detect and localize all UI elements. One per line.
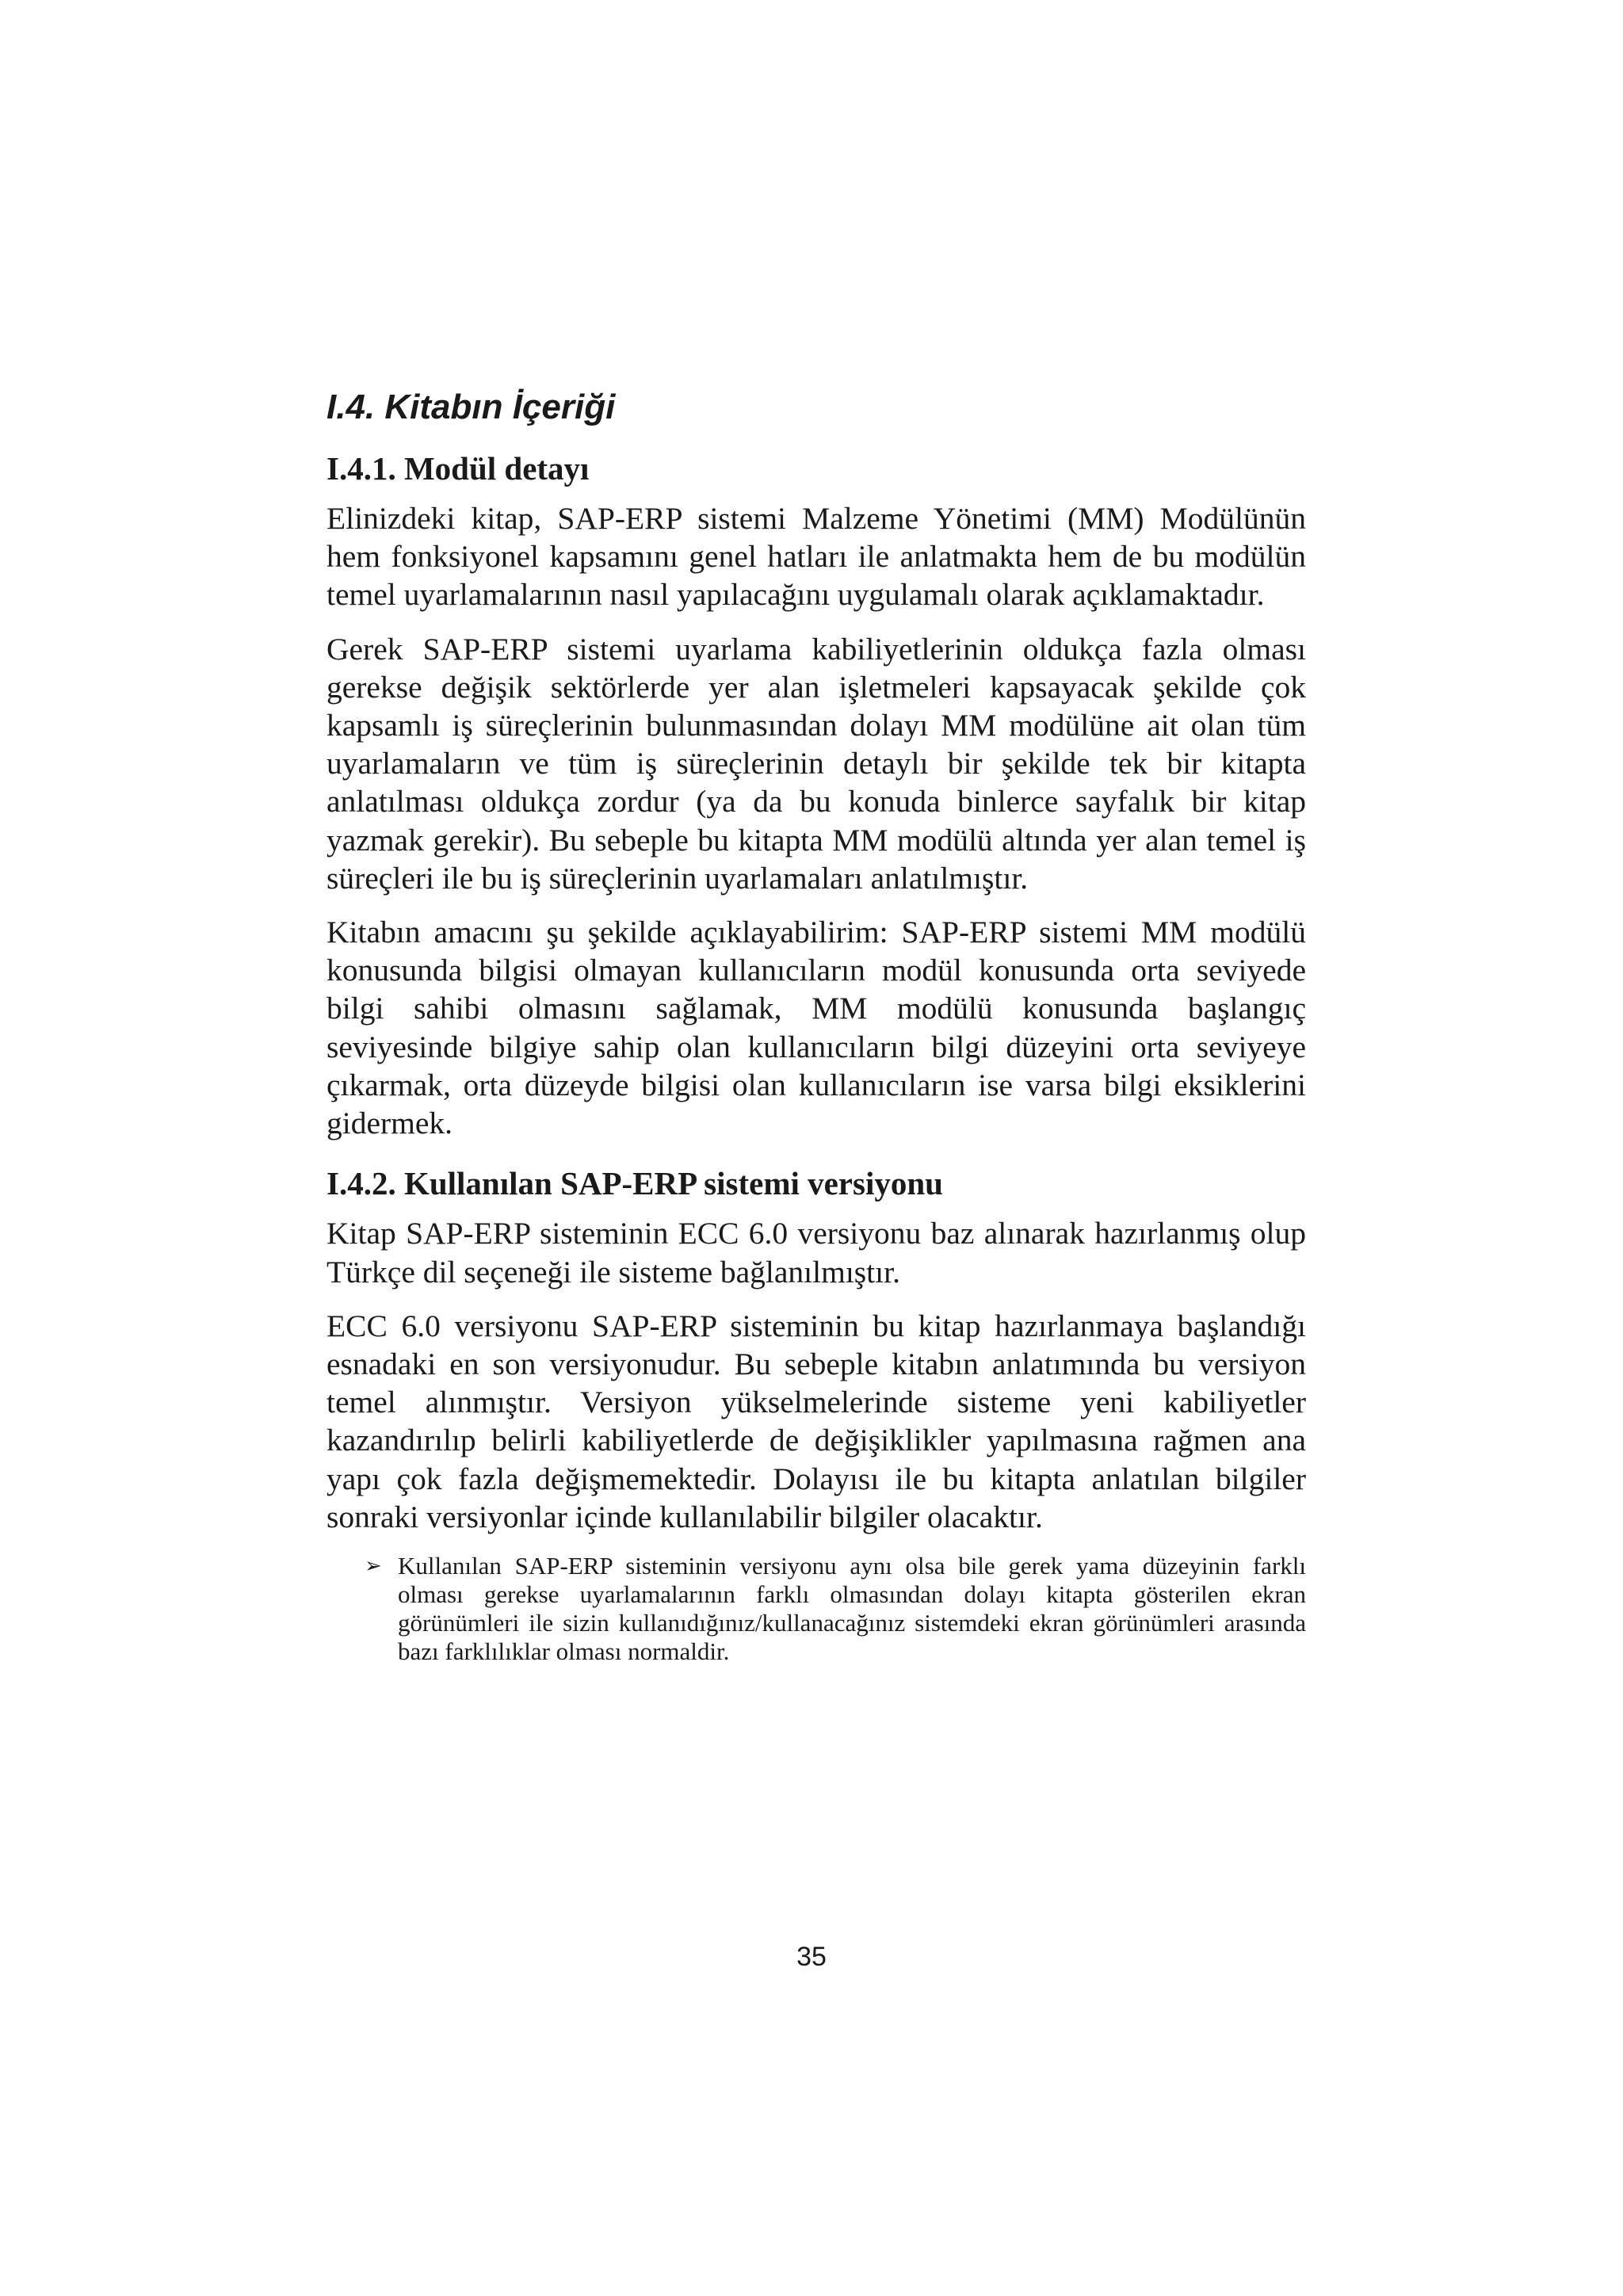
paragraph: Kitap SAP-ERP sisteminin ECC 6.0 versiyonu baz alınarak hazırlanmış olup Türkçe dil seçeneği ile sisteme bağlanılmıştır. [327,1216,1306,1289]
paragraph: Gerek SAP-ERP sistemi uyarlama kabiliyetlerinin oldukça fazla olması gerekse değişik sektörlerde yer alan işletmeleri kapsayacak şekilde çok kapsamlı iş süreçlerinin bulunmasından dolayı MM modülüne ait olan tüm uyarlamaların ve tüm iş süreçlerinin detaylı bir şekilde tek bir kitapta anlatılması oldukça zordur (ya da bu konuda binlerce sayfalık bir kitap yazmak gerekir). Bu sebeple bu kitapta MM modülü altında yer alan temel iş süreçleri ile bu iş süreçlerinin uyarlamaları anlatılmıştır. [327,631,1306,896]
paragraph: ECC 6.0 versiyonu SAP-ERP sisteminin bu kitap hazırlanmaya başlandığı esnadaki en son versiyonudur. Bu sebeple kitabın anlatımında bu versiyon temel alınmıştır. Versiyon yükselmelerinde sisteme yeni kabiliyetler kazandırılıp belirli kabiliyetlerde de değişiklikler yapılmasına rağmen ana yapı çok fazla değişmemektedir. Dolayısı ile bu kitapta anlatılan bilgiler sonraki versiyonlar içinde kullanılabilir bilgiler olacaktır. [327,1308,1306,1534]
section-title: I.4. Kitabın İçeriği [327,388,616,426]
note-list [365,1552,1306,1666]
list-item-text: Kullanılan SAP-ERP sisteminin versiyonu aynı olsa bile gerek yama düzeyinin farklı olması gerekse uyarlamalarının farklı olmasından dolayı kitapta gösterilen ekran görünümleri ile sizin kullanıdığınız/kullanacağınız sistemdeki ekran görünümleri arasında bazı farklılıklar olması normaldir. [398,1552,1306,1666]
page-number: 35 [796,1942,827,1972]
subsection-title-sap-version: I.4.2. Kullanılan SAP-ERP sistemi versiyonu [327,1165,943,1202]
arrow-bullet-icon: ➢ [365,1554,382,1579]
page-content [327,387,1306,1666]
paragraph: Kitabın amacını şu şekilde açıklayabilirim: SAP-ERP sistemi MM modülü konusunda bilgisi olmayan kullanıcıların modül konusunda orta seviyede bilgi sahibi olmasını sağlamak, MM modülü konusunda başlangıç seviyesinde bilgiye sahip olan kullanıcıların bilgi düzeyini orta seviyeye çıkarmak, orta düzeyde bilgisi olan kullanıcıların ise varsa bilgi eksiklerini gidermek. [327,915,1306,1141]
paragraph: Elinizdeki kitap, SAP-ERP sistemi Malzeme Yönetimi (MM) Modülünün hem fonksiyonel kapsamını genel hatları ile anlatmakta hem de bu modülün temel uyarlamalarının nasıl yapılacağını uygulamalı olarak açıklamaktadır. [327,500,1306,613]
list-item [365,1552,1306,1666]
subsection-title-module-detail: I.4.1. Modül detayı [327,449,590,487]
